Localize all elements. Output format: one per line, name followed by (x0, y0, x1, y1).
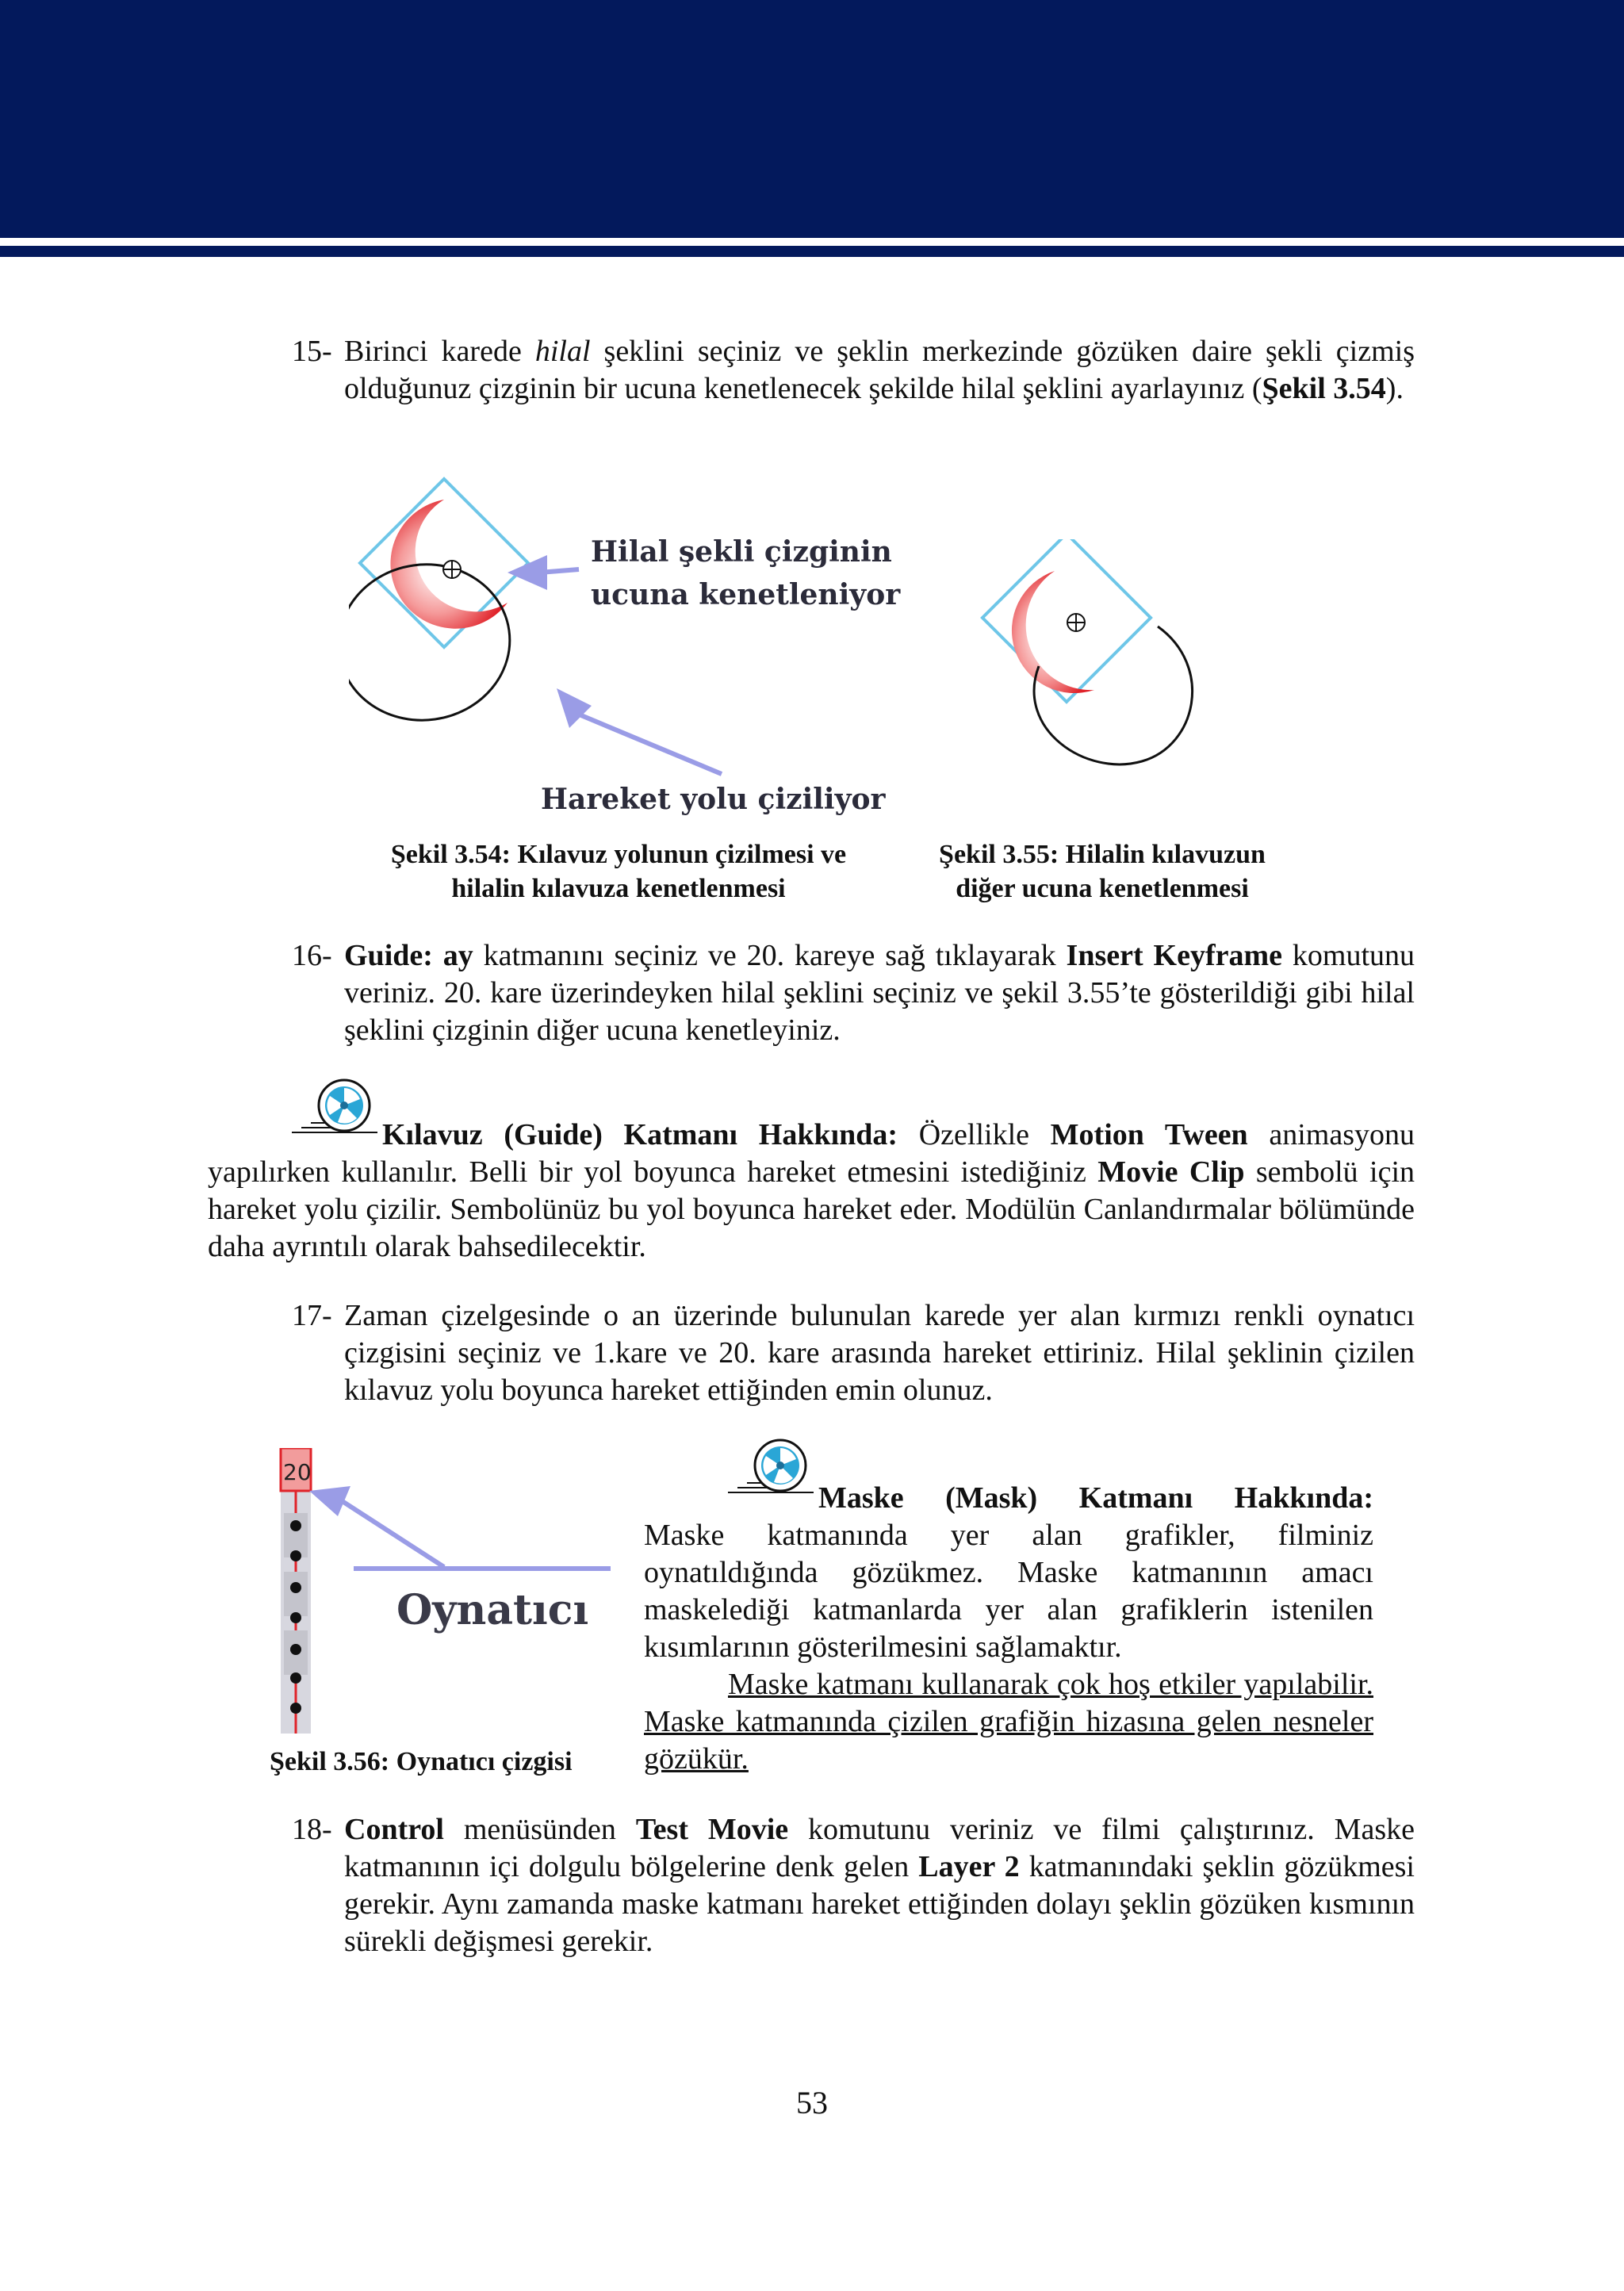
step-number: 16- (292, 939, 332, 972)
motion-path (1034, 626, 1192, 764)
guide-bounding-box (982, 539, 1151, 702)
label-path-drawn: Hareket yolu çiziliyor (541, 783, 886, 816)
step-number: 18- (292, 1813, 332, 1846)
caption-figure-3-55: Şekil 3.55: Hilalin kılavuzun diğer ucuna kenetlenmesi (939, 840, 1266, 903)
step-15: 15- Birinci karede hilal şeklini seçiniz ve şeklin merkezinde gözüken daire şekli çizmiş olduğunuz çizginin bir ucuna kenetlenecek şekilde hilal şeklini ayarlayınız (Şekil 3.54). (292, 335, 1415, 405)
step-16: 16- Guide: ay katmanını seçiniz ve 20. kareye sağ tıklayarak Insert Keyframe komutunu veriniz. 20. kare üzerindeyken hilal şeklini seçiniz ve şekil 3.55’te gösterildiği gibi hilal şeklini çizginin diğer ucuna kenetleyiniz. (292, 939, 1415, 1047)
label-snapping-line2: ucuna kenetleniyor (591, 578, 901, 611)
figure-3-54-illustration (349, 476, 904, 825)
header-stripe (0, 246, 1624, 257)
step-number: 15- (292, 335, 332, 368)
frame-number: 20 (283, 1459, 312, 1485)
arrow-line (539, 569, 579, 573)
crescent-shape (1012, 571, 1094, 693)
step-18: 18- Control menüsünden Test Movie komutunu veriniz ve filmi çalıştırınız. Maske katmanının içi dolgulu bölgelerine denk gelen Layer 2 katmanındaki şeklin gözükmesi gerekir. Aynı zamanda maske katmanı hareket ettiğinden dolayı şeklin gözüken kısmının sürekli değişmesi gerekir. (292, 1813, 1415, 1958)
caption-figure-3-56: Şekil 3.56: Oynatıcı çizgisi (270, 1747, 573, 1776)
header-banner (0, 0, 1624, 238)
header-divider (0, 239, 1624, 243)
caption-figure-3-54: Şekil 3.54: Kılavuz yolunun çizilmesi ve hilalin kılavuza kenetlenmesi (390, 840, 847, 903)
label-snapping: Hilal şekli çizginin (591, 535, 892, 569)
figure-3-56-illustration (278, 1448, 619, 1741)
step-number: 17- (292, 1299, 332, 1332)
figure-3-55-illustration (975, 539, 1245, 785)
mask-note-title: Maske (Mask) Katmanı Hakkında: (818, 1481, 1373, 1515)
arrow-head (557, 688, 592, 728)
step-17: 17- Zaman çizelgesinde o an üzerinde bulunulan karede yer alan kırmızı renkli oynatıcı çizgisini seçiniz ve 1.kare ve 20. kare arasında hareket ettiriniz. Hilal şeklinin çizilen kılavuz yolu boyunca hareket ettiğinden emin olunuz. (292, 1299, 1415, 1407)
playhead-label: Oynatıcı (396, 1586, 589, 1634)
page-number: 53 (796, 2085, 828, 2121)
guide-layer-note: Kılavuz (Guide) Katmanı Hakkında: Özellikle Motion Tween animasyonu yapılırken kullanılır. Belli bir yol boyunca hareket etmesini istediğiniz Movie Clip sembolü için hareket yolu çizilir. Sembolünüz bu yol boyunca hareket eder. Modülün Canlandırmalar bölümünde daha ayrıntılı olarak bahsedilecektir. (208, 1118, 1415, 1263)
arrow-line (577, 714, 722, 774)
mask-layer-note: Maske (Mask) Katmanı Hakkında: Maske katmanında yer alan grafikler, filminiz oynatıldığında gözükmez. Maske katmanının amacı maskelediği katmanlarda yer alan grafiklerin istenilen kısımlarının gösterilmesini sağlamaktır. Maske katmanı kullanarak çok hoş etkiler yapılabilir. Maske katmanında çizilen grafiğin hizasına gelen nesneler gözükür. (644, 1481, 1373, 1776)
arrow-line (341, 1500, 444, 1567)
motion-path (349, 554, 520, 731)
